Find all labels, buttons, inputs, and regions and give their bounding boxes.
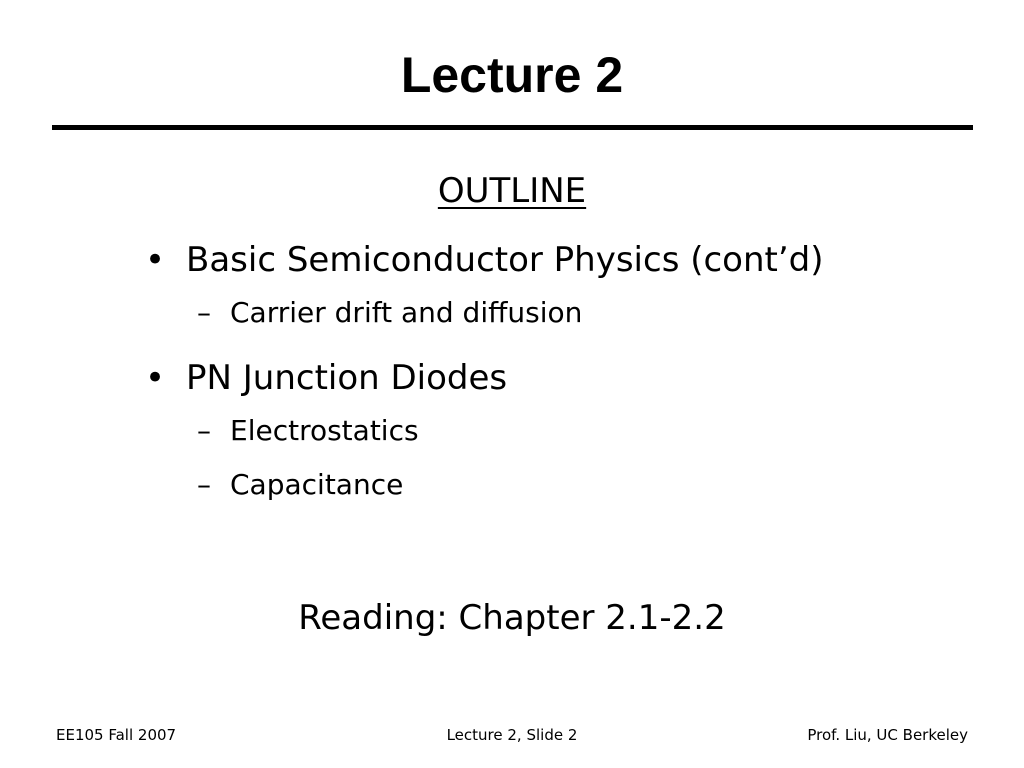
footer-author: Prof. Liu, UC Berkeley xyxy=(807,726,968,744)
bullet-glyph: • xyxy=(145,358,166,398)
title-divider xyxy=(52,125,973,130)
list-spacer xyxy=(145,340,945,352)
sub-bullet-label: Electrostatics xyxy=(230,414,419,447)
bullet-label: PN Junction Diodes xyxy=(186,358,508,398)
footer-slide-number: Lecture 2, Slide 2 xyxy=(446,726,578,744)
sub-bullet-glyph: – xyxy=(197,468,211,501)
slide-title: Lecture 2 xyxy=(400,47,624,103)
sub-bullet-item xyxy=(197,286,945,340)
sub-bullet-label: Capacitance xyxy=(230,468,404,501)
bullet-item xyxy=(145,234,945,286)
sub-bullet-item xyxy=(197,404,945,458)
reading-assignment: Reading: Chapter 2.1-2.2 xyxy=(298,598,726,638)
sub-bullet-glyph: – xyxy=(197,414,211,447)
sub-bullet-label: Carrier drift and diffusion xyxy=(230,296,583,329)
bullet-item xyxy=(145,352,945,404)
sub-bullet-glyph: – xyxy=(197,296,211,329)
outline-heading: OUTLINE xyxy=(437,171,587,211)
footer-course: EE105 Fall 2007 xyxy=(56,726,177,744)
sub-bullet-item xyxy=(197,458,945,512)
bullet-glyph: • xyxy=(145,240,166,280)
outline-list xyxy=(145,234,945,512)
bullet-label: Basic Semiconductor Physics (cont’d) xyxy=(186,240,824,280)
